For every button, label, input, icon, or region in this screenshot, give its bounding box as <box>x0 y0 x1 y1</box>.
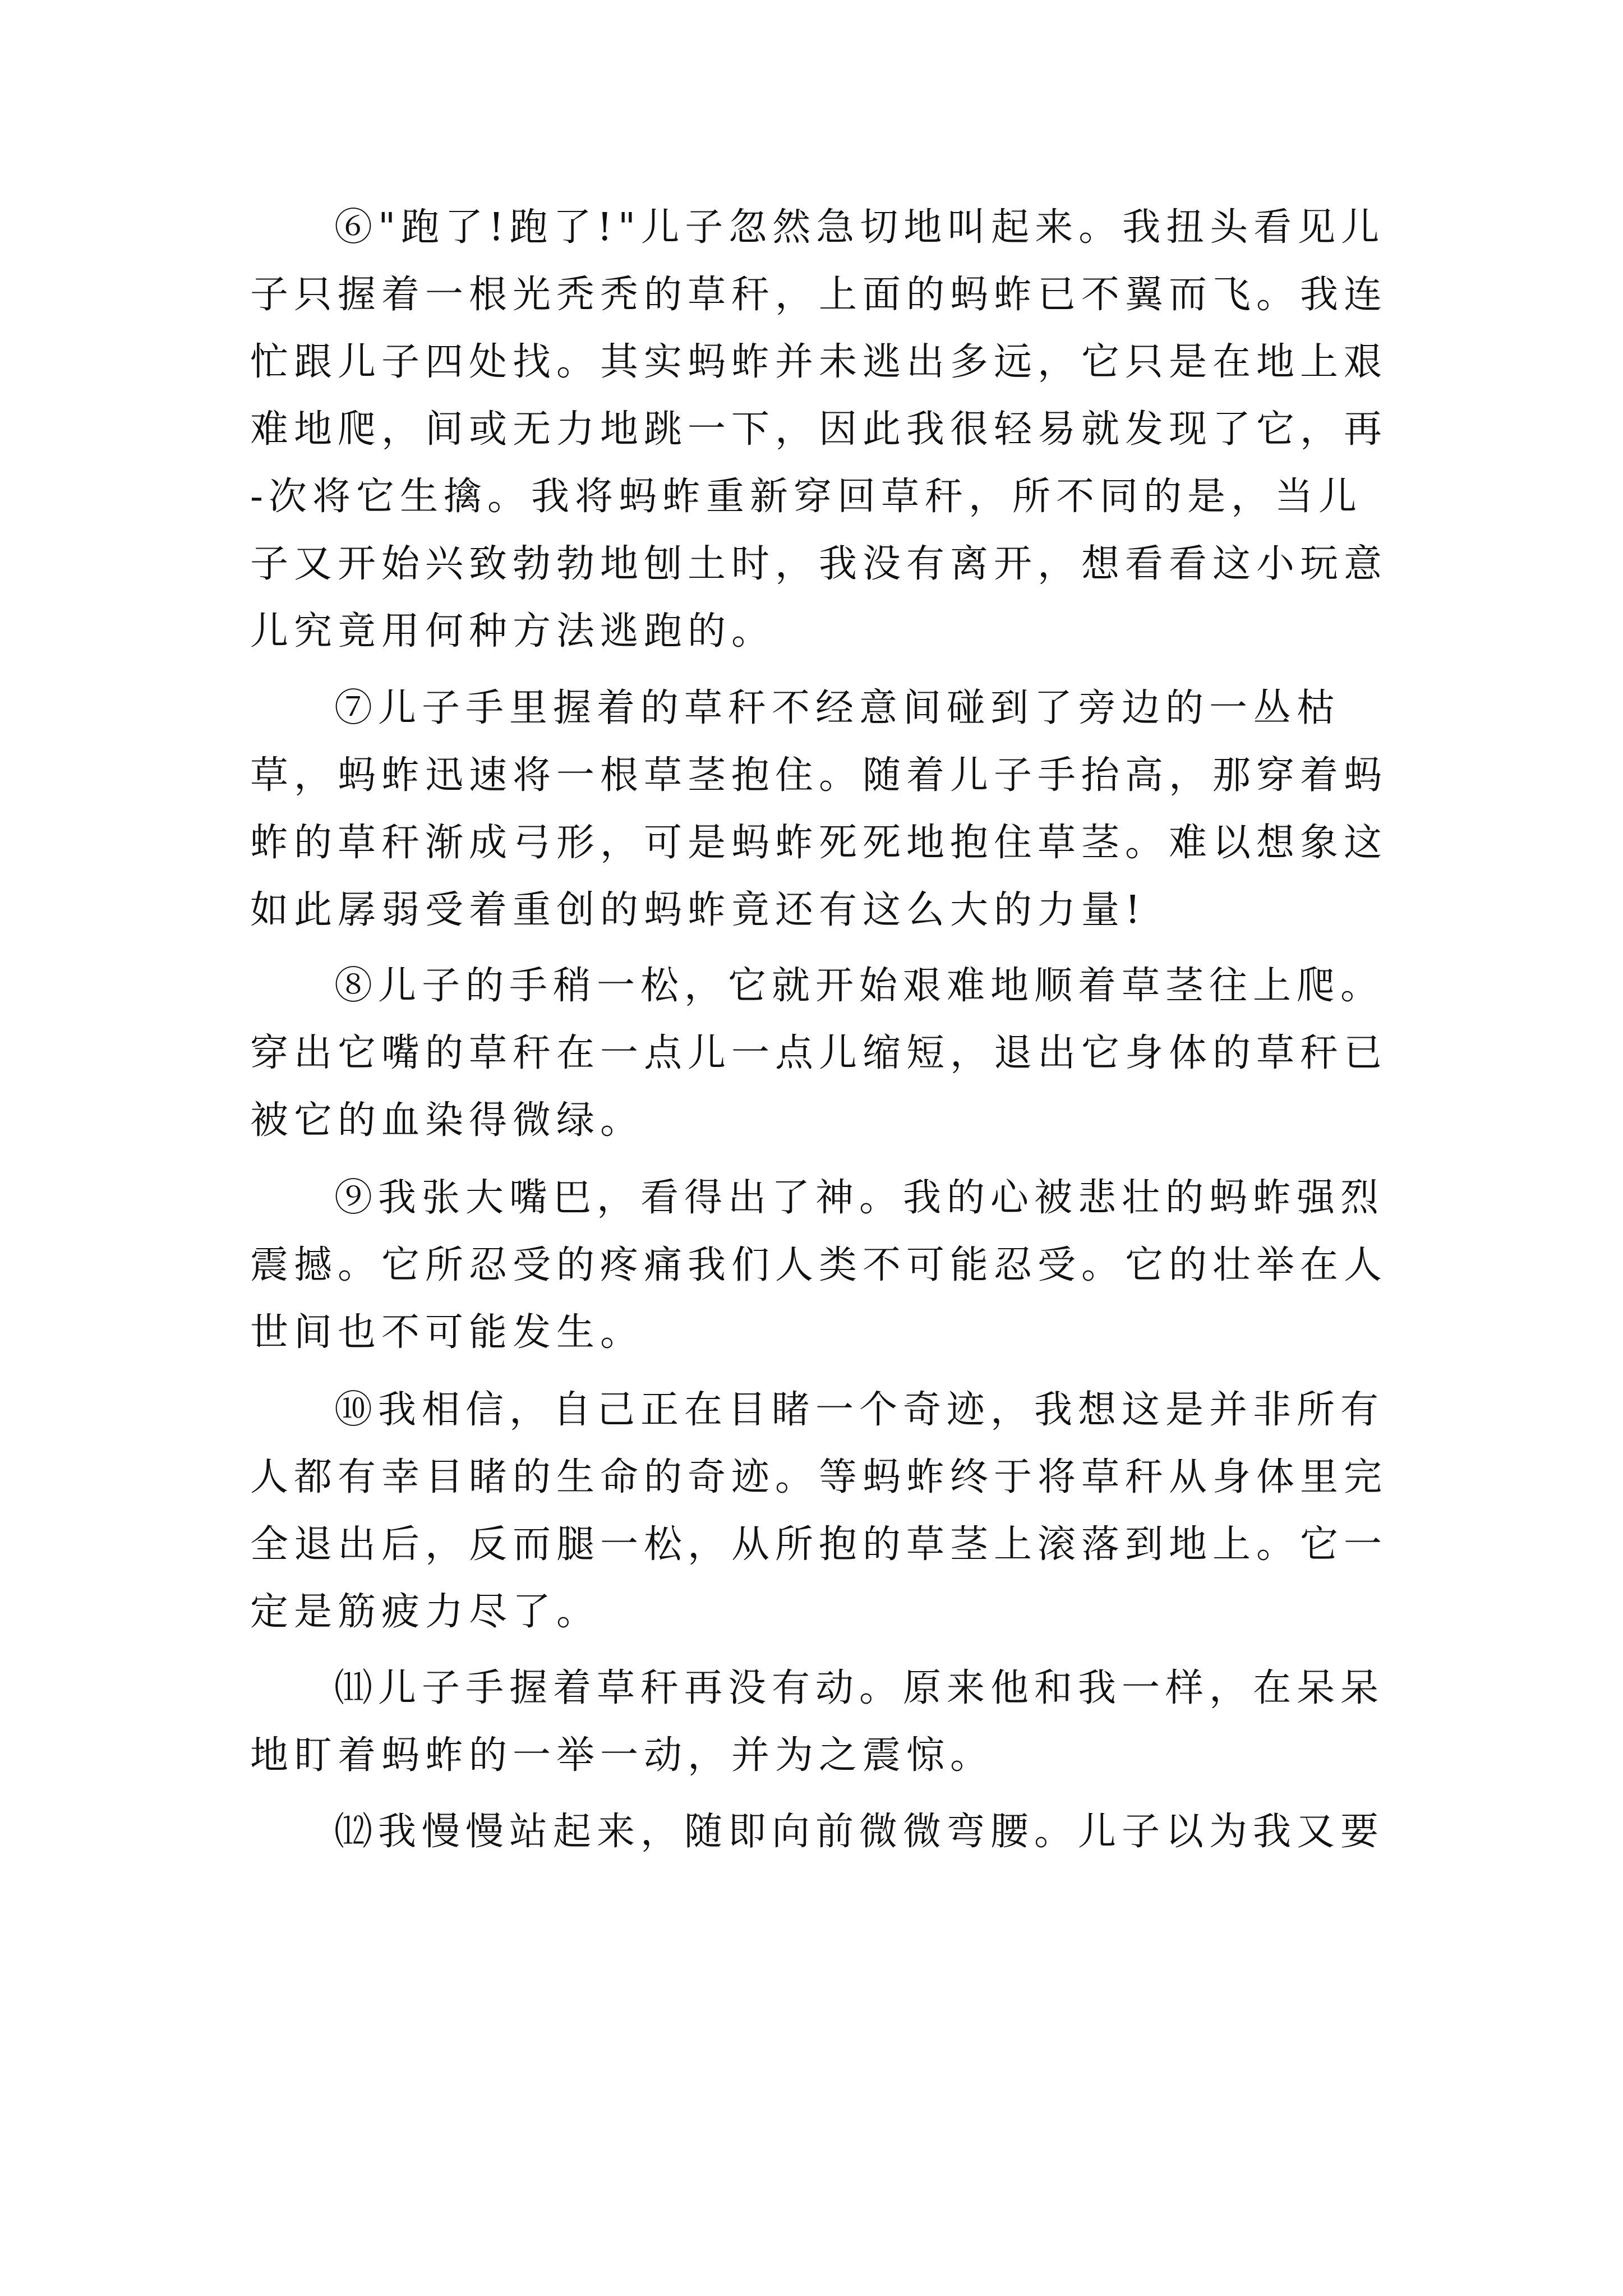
paragraph-8-line-1: ⑧儿子的手稍一松，它就开始艰难地顺着草茎往上爬。 <box>334 964 1385 1008</box>
paragraph-12-line-1: ⑿我慢慢站起来，随即向前微微弯腰。儿子以为我又要 <box>334 1810 1385 1854</box>
paragraph-11-line-1: ⑾儿子手握着草秆再没有动。原来他和我一样，在呆呆 <box>334 1666 1385 1710</box>
paragraph-6-line-6: 子又开始兴致勃勃地刨土时，我没有离开，想看看这小玩意 <box>250 542 1388 586</box>
paragraph-9-line-3: 世间也不可能发生。 <box>250 1310 644 1355</box>
paragraph-7-line-1: ⑦儿子手里握着的草秆不经意间碰到了旁边的一丛枯 <box>334 686 1341 730</box>
paragraph-11-line-2: 地盯着蚂蚱的一举一动，并为之震惊。 <box>250 1733 994 1778</box>
paragraph-10-line-1: ⑩我相信，自己正在目睹一个奇迹，我想这是并非所有 <box>334 1388 1385 1432</box>
paragraph-10-line-4: 定是筋疲力尽了。 <box>250 1590 601 1634</box>
paragraph-6-line-7: 儿究竟用何种方法逃跑的。 <box>250 609 776 654</box>
paragraph-7-line-4: 如此孱弱受着重创的蚂蚱竟还有这么大的力量! <box>250 888 1146 932</box>
paragraph-8-line-3: 被它的血染得微绿。 <box>250 1098 644 1143</box>
paragraph-6-line-5: -次将它生擒。我将蚂蚱重新穿回草秆，所不同的是，当儿 <box>250 475 1362 519</box>
paragraph-10-line-2: 人都有幸目睹的生命的奇迹。等蚂蚱终于将草秆从身体里完 <box>250 1455 1388 1499</box>
paragraph-7-line-3: 蚱的草秆渐成弓形，可是蚂蚱死死地抱住草茎。难以想象这 <box>250 821 1388 865</box>
paragraph-7-line-2: 草，蚂蚱迅速将一根草茎抱住。随着儿子手抬高，那穿着蚂 <box>250 753 1388 798</box>
paragraph-9-line-2: 震撼。它所忍受的疼痛我们人类不可能忍受。它的壮举在人 <box>250 1243 1388 1287</box>
paragraph-10-line-3: 全退出后，反而腿一松，从所抱的草茎上滚落到地上。它一 <box>250 1522 1388 1567</box>
paragraph-8-line-2: 穿出它嘴的草秆在一点儿一点儿缩短，退出它身体的草秆已 <box>250 1031 1388 1075</box>
paragraph-9-line-1: ⑨我张大嘴巴，看得出了神。我的心被悲壮的蚂蚱强烈 <box>334 1176 1385 1220</box>
paragraph-6-line-4: 难地爬，间或无力地跳一下，因此我很轻易就发现了它，再 <box>250 407 1388 452</box>
paragraph-6-line-1: ⑥"跑了!跑了!"儿子忽然急切地叫起来。我扭头看见儿 <box>334 205 1385 250</box>
paragraph-6-line-3: 忙跟儿子四处找。其实蚂蚱并未逃出多远，它只是在地上艰 <box>250 340 1388 384</box>
paragraph-6-line-2: 子只握着一根光秃秃的草秆，上面的蚂蚱已不翼而飞。我连 <box>250 273 1388 317</box>
